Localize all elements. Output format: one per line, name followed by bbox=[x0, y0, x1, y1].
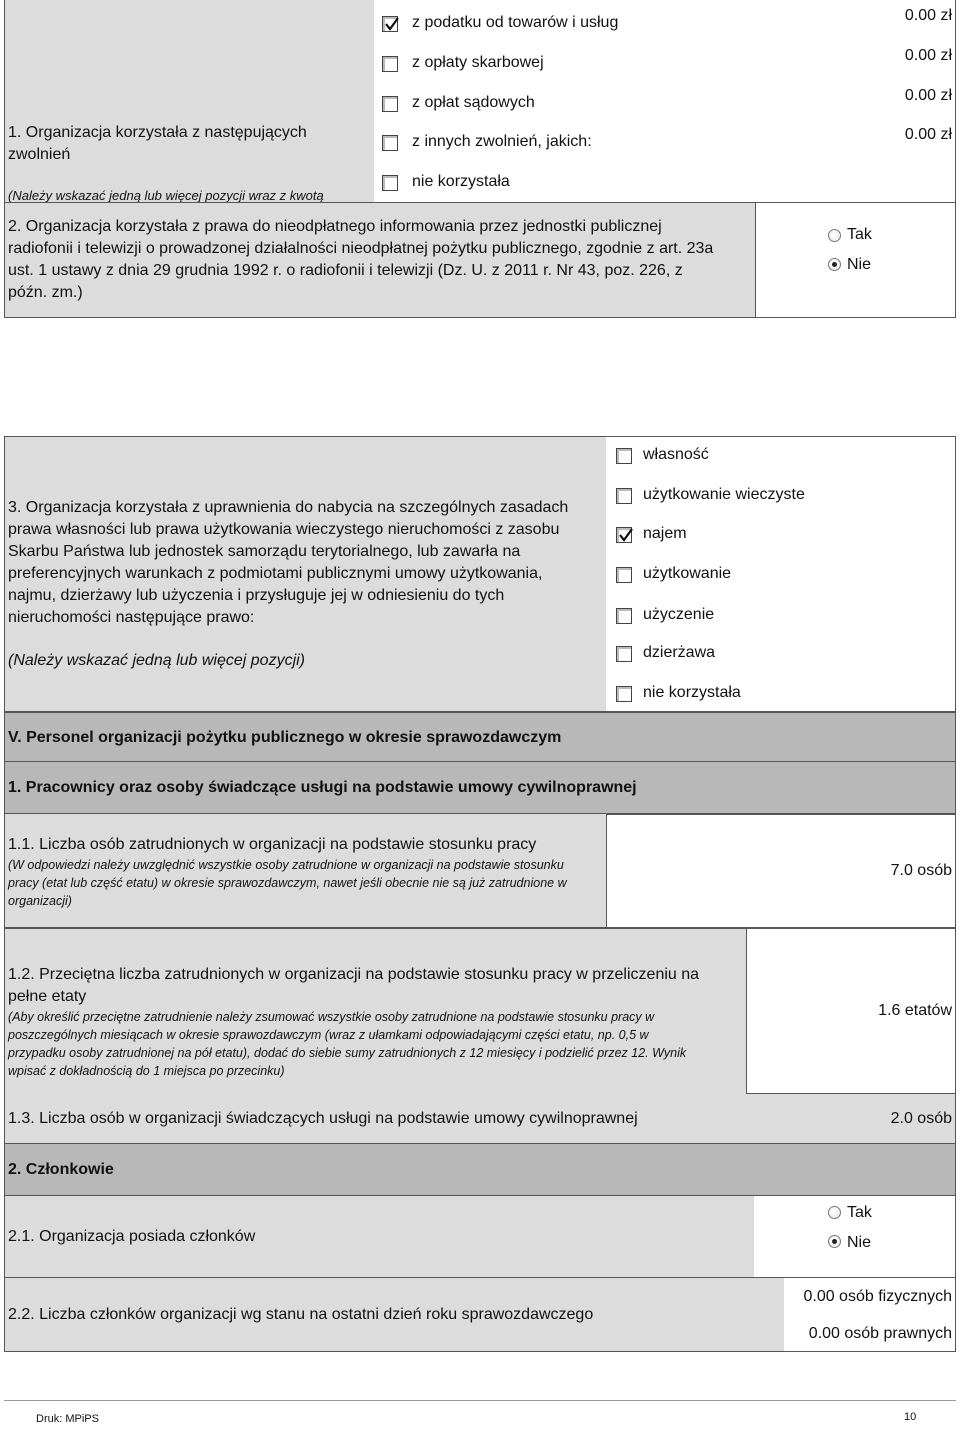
checkmark-icon bbox=[617, 526, 635, 544]
section3-option-label: użytkowanie wieczyste bbox=[643, 486, 805, 503]
section3-option-label: własność bbox=[643, 446, 709, 463]
section1-checkbox[interactable] bbox=[382, 56, 398, 72]
q12-value: 1.6 etatów bbox=[878, 1002, 952, 1019]
section1-option-label: z podatku od towarów i usług bbox=[412, 14, 619, 31]
q11-hint-line: (W odpowiedzi należy uwzględnić wszystkie osoby zatrudnione w organizacji na podstawie stosunku bbox=[8, 858, 564, 872]
section2-question bbox=[8, 216, 748, 304]
sub2-row bbox=[4, 1144, 956, 1196]
section1-hint: (Należy wskazać jedną lub więcej pozycji wraz z kwotą bbox=[8, 188, 324, 202]
section2-line: późn. zm.) bbox=[8, 284, 83, 301]
section1-amount: 0.00 zł bbox=[904, 126, 952, 143]
section1-checkbox[interactable] bbox=[382, 96, 398, 112]
section2-radio-yes[interactable] bbox=[828, 229, 841, 242]
section3-checkbox[interactable] bbox=[616, 448, 632, 464]
q12-title bbox=[8, 964, 744, 1008]
footer-rule bbox=[4, 1400, 956, 1401]
section2-radio-no-label: Nie bbox=[847, 256, 872, 273]
section3-checkbox[interactable] bbox=[616, 646, 632, 662]
checkmark-icon bbox=[383, 15, 401, 33]
section3-line: najmu, dzierżawy lub użyczenia i przysługuje jej w odniesieniu do tych bbox=[8, 587, 505, 604]
sub2-title: 2. Członkowie bbox=[8, 1161, 114, 1178]
section3-option-label: nie korzystała bbox=[643, 684, 741, 701]
sectionV-title: V. Personel organizacji pożytku publicznego w okresie sprawozdawczym bbox=[8, 729, 562, 746]
section3-line: nieruchomości następujące prawo: bbox=[8, 609, 255, 626]
q21-radio-yes-label: Tak bbox=[847, 1204, 872, 1221]
q13-title: 1.3. Liczba osób w organizacji świadczących usługi na podstawie umowy cywilnoprawnej bbox=[8, 1110, 638, 1127]
section1-hint-clip bbox=[8, 186, 368, 202]
sectionV-sub1-title: 1. Pracownicy oraz osoby świadczące usługi na podstawie umowy cywilnoprawnej bbox=[8, 779, 637, 796]
section3-option-label: dzierżawa bbox=[643, 644, 716, 661]
q21-radio-no-label: Nie bbox=[847, 1234, 872, 1251]
section3-checkbox[interactable] bbox=[616, 488, 632, 504]
section1-checkbox[interactable] bbox=[382, 16, 398, 32]
q22-value-legal: 0.00 osób prawnych bbox=[808, 1325, 952, 1342]
q11-hint bbox=[8, 856, 604, 910]
section2-line: radiofonii i telewizji o prowadzonej działalności nieodpłatnej pożytku publicznego, zgodnie z art. 23a bbox=[8, 240, 714, 257]
section1-option-label: z opłat sądowych bbox=[412, 94, 535, 111]
section1-option-label: z opłaty skarbowej bbox=[412, 54, 544, 71]
q11-hint-line: pracy (etat lub część etatu) w okresie sprawozdawczym, nawet jeśli obecnie nie są już zatrudnione w bbox=[8, 876, 567, 890]
section3-option-label: użytkowanie bbox=[643, 565, 732, 582]
q21-title: 2.1. Organizacja posiada członków bbox=[8, 1228, 256, 1245]
section1-amount: 0.00 zł bbox=[904, 47, 952, 64]
section1-checkbox[interactable] bbox=[382, 175, 398, 191]
q13-value: 2.0 osób bbox=[890, 1110, 952, 1127]
q12-hint-line: (Aby określić przeciętne zatrudnienie należy zsumować wszystkie osoby zatrudnione na podstawie stosunku pracy w bbox=[8, 1010, 655, 1024]
q12-title-line: 1.2. Przeciętna liczba zatrudnionych w organizacji na podstawie stosunku pracy w przeliczeniu na bbox=[8, 966, 700, 983]
section3-option-label: najem bbox=[643, 525, 687, 542]
section2-line: ust. 1 ustawy z dnia 29 grudnia 1992 r. o radiofonii i telewizji (Dz. U. z 2011 r. Nr 43, poz. 226, z bbox=[8, 262, 683, 279]
section3-question bbox=[8, 497, 604, 629]
q12-hint-line: przypadku osoby zatrudnionej na pół etatu), dodać do siebie sumy zatrudnionych z 12 miesięcy i podzielić przez 12. Wynik bbox=[8, 1046, 687, 1060]
footer-page-number: 10 bbox=[904, 1411, 917, 1423]
q11-hint-line: organizacji) bbox=[8, 894, 72, 908]
section2-radio-no[interactable] bbox=[828, 258, 841, 271]
q22-value-natural: 0.00 osób fizycznych bbox=[803, 1288, 952, 1305]
q21-radio-yes[interactable] bbox=[828, 1206, 841, 1219]
section1-amount: 0.00 zł bbox=[904, 7, 952, 24]
section1-amount: 0.00 zł bbox=[904, 87, 952, 104]
q22-title: 2.2. Liczba członków organizacji wg stanu na ostatni dzień roku sprawozdawczego bbox=[8, 1306, 594, 1323]
section3-line: Skarbu Państwa lub jednostek samorządu terytorialnego, lub zawarła na bbox=[8, 543, 521, 560]
section3-checkbox[interactable] bbox=[616, 608, 632, 624]
section3-checkbox[interactable] bbox=[616, 527, 632, 543]
section2-line: 2. Organizacja korzystała z prawa do nieodpłatnego informowania przez jednostki publicznej bbox=[8, 218, 662, 235]
q11-value: 7.0 osób bbox=[890, 862, 952, 879]
q12-title-line: pełne etaty bbox=[8, 988, 87, 1005]
q12-hint-line: poszczególnych miesiącach w okresie sprawozdawczym (wraz z ułamkami odpowiadającymi części etatu, np. 0,5 w bbox=[8, 1028, 649, 1042]
section1-question-cell bbox=[4, 0, 374, 202]
footer-print-label: Druk: MPiPS bbox=[36, 1413, 99, 1425]
q11-title: 1.1. Liczba osób zatrudnionych w organizacji na podstawie stosunku pracy bbox=[8, 836, 537, 853]
section3-option-label: użyczenie bbox=[643, 606, 715, 623]
q12-hint-line: wpisać z dokładnością do 1 miejsca po przecinku) bbox=[8, 1064, 285, 1078]
q12-hint bbox=[8, 1008, 744, 1080]
section3-line: preferencyjnych warunkach z podmiotami publicznymi umowy użytkowania, bbox=[8, 565, 543, 582]
section1-option-label: nie korzystała bbox=[412, 173, 510, 190]
section3-checkbox[interactable] bbox=[616, 567, 632, 583]
section2-radio-yes-label: Tak bbox=[847, 226, 872, 243]
section1-option-label: z innych zwolnień, jakich: bbox=[412, 133, 592, 150]
section1-checkbox[interactable] bbox=[382, 135, 398, 151]
section3-checkbox[interactable] bbox=[616, 686, 632, 702]
section3-hint: (Należy wskazać jedną lub więcej pozycji) bbox=[8, 652, 306, 669]
section3-line: prawa własności lub prawa użytkowania wieczystego nieruchomości z zasobu bbox=[8, 521, 560, 538]
q21-radio-no[interactable] bbox=[828, 1235, 841, 1248]
section3-line: 3. Organizacja korzystała z uprawnienia do nabycia na szczególnych zasadach bbox=[8, 499, 569, 516]
section1-question: 1. Organizacja korzystała z następujących zwolnień bbox=[8, 124, 307, 163]
